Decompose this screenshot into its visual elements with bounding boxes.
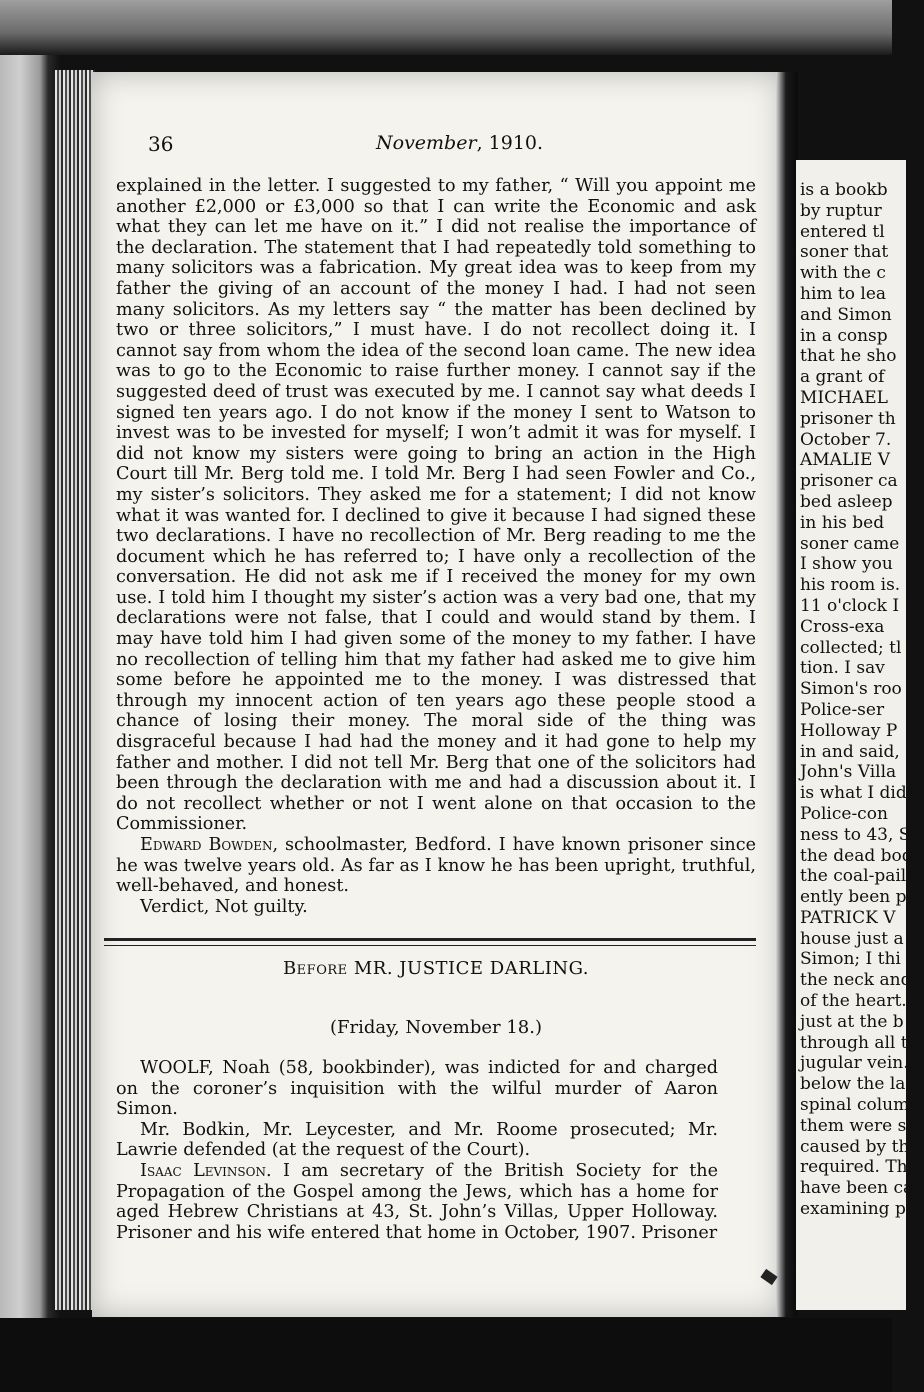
running-head-month: November xyxy=(376,132,477,154)
running-head-year: , 1910. xyxy=(476,132,544,154)
facing-page-line: a grant of xyxy=(800,367,885,388)
scan-bottom-edge xyxy=(0,1318,892,1392)
facing-page-line: soner that xyxy=(800,242,889,263)
facing-page-line: prisoner th xyxy=(800,408,896,429)
facing-page-line: October 7. xyxy=(800,429,892,450)
facing-page-line: required. Th xyxy=(800,1157,908,1178)
facing-page-line: caused by th xyxy=(800,1136,910,1157)
facing-page-line: the coal-pail xyxy=(800,866,907,887)
facing-page-line: I show you xyxy=(800,554,893,575)
page-header xyxy=(148,132,748,160)
paragraph: Isaac Levinson. I am secretary of the British Society for the Propagation of the Gospel among the Jews, which has a home for aged Hebrew Christians at 43, St. John’s Villas, Upper Holloway. Prisoner and his wife entered that home in October, 1907. Prisoner xyxy=(116,1160,719,1243)
facing-page-line: his room is. xyxy=(800,575,901,596)
facing-page-line: tion. I sav xyxy=(800,658,885,679)
verdict: Verdict, Not guilty. xyxy=(140,896,308,917)
facing-page-line: entered tl xyxy=(800,221,885,242)
facing-page-line: spinal column xyxy=(800,1095,921,1116)
court-prefix: Before xyxy=(282,958,348,979)
facing-page-line: collected; tl xyxy=(800,637,902,658)
case-text xyxy=(116,1058,718,1243)
facing-page-line: in his bed xyxy=(800,512,885,533)
facing-page-line: the dead bod xyxy=(800,845,913,866)
witness-name: Isaac Levinson xyxy=(140,1160,266,1181)
facing-page-line: 11 o'clock I xyxy=(800,595,900,616)
facing-page-line: PATRICK V xyxy=(800,907,896,928)
facing-page-line: is a bookb xyxy=(800,180,888,200)
facing-page-text xyxy=(800,180,924,1220)
facing-page-line: the neck and xyxy=(800,970,912,991)
facing-page-line: them were ser xyxy=(800,1115,924,1136)
facing-page-line: John's Villa xyxy=(800,762,897,783)
section-rule-thin xyxy=(104,945,756,946)
book-gutter xyxy=(776,72,798,1317)
facing-page-line: through all t xyxy=(800,1032,908,1053)
facing-page-line: that he sho xyxy=(800,346,897,367)
testimony-text xyxy=(116,176,756,917)
facing-page-line: ness to 43, S xyxy=(800,824,911,845)
witness-name: Edward Bowden xyxy=(140,835,273,855)
facing-page-line: just at the b xyxy=(800,1011,904,1032)
facing-page-line: Police-con xyxy=(800,803,888,824)
facing-page-line: Simon; I thi xyxy=(800,949,901,970)
facing-page-line: is what I did xyxy=(800,783,907,804)
book-binding-edge xyxy=(55,70,95,1310)
court-heading xyxy=(116,958,756,979)
facing-page-line: Cross-exa xyxy=(800,616,885,637)
facing-page-line: MICHAEL xyxy=(800,387,888,408)
paragraph: explained in the letter. I suggested to my father, “ Will you appoint me another £2,000 or £3,000 so that I can write the Economic and ask what they can let me have on it.” I did not realise the importance of the declaration. The statement that I had repeatedly told something to many solicitors was a fabrication. My great idea was to keep from my father the giving of an account of the money I had. I had not seen many solicitors. As my letters say “ the matter has been declined by two or three solicitors,” I must have. I do not recollect doing it. I cannot say from whom the idea of the second loan came. The new idea was to go to the Economic to raise further money. I cannot say if the suggested deed of trust was executed by me. I cannot say what deeds I signed ten years ago. I do not know if the money I sent to Watson to invest was to be invested for myself; I won’t admit it was for myself. I did not know my sisters were going to bring an action in the High Court till Mr. Berg told me. I told Mr. Berg I had seen Fowler and Co., my sister’s solicitors. They asked me for a statement; I did not know what it was wanted for. I declined to give it because I had signed these two declarations. I have no recollection of Mr. Berg reading to me the document which he has referred to; I have only a recollection of the conversation. He did not ask me if I received the money for my own use. I told him I thought my sister’s action was a very bad one, that my declarations were not false, that I could and would stand by them. I may have told him I had given some of the money to my father. I have no recollection of telling him that my father had asked me to give him some before he appointed me to the money. I was distressed that through my innocent action of ten years ago these people stood a chance of losing their money. The moral side of the thing was disgraceful because I had had the money and it had gone to help my father and mother. I did not tell Mr. Berg that one of the solicitors had been through the declaration with me and had a discussion about it. I do not recollect whether or not I went alone on that occasion to the Commissioner. xyxy=(116,176,756,835)
facing-page-line: in and said, xyxy=(800,741,900,762)
facing-page-line: have been ca xyxy=(800,1178,914,1199)
facing-page-line: prisoner ca xyxy=(800,471,898,492)
facing-page-line: house just a xyxy=(800,928,904,949)
facing-page-line: and Simon xyxy=(800,304,892,325)
paragraph: Edward Bowden, schoolmaster, Bedford. I have known prisoner since he was twelve years old. As far as I know he has been upright, truthful, well-behaved, and honest. xyxy=(116,835,756,897)
facing-page-line: ently been p xyxy=(800,887,907,908)
running-head xyxy=(376,132,543,154)
page-number: 36 xyxy=(148,132,174,156)
section-rule-thick xyxy=(104,938,756,941)
facing-page-line: by ruptur xyxy=(800,200,882,221)
facing-page-line: him to lea xyxy=(800,283,887,304)
paragraph: Mr. Bodkin, Mr. Leycester, and Mr. Roome prosecuted; Mr. Lawrie defended (at the request of the Court). xyxy=(116,1119,718,1161)
facing-page-line: below the lar xyxy=(800,1074,914,1095)
facing-page-line: Police-ser xyxy=(800,699,885,720)
facing-page-line: jugular vein. xyxy=(800,1053,909,1074)
facing-page-line: examining pri xyxy=(800,1199,920,1220)
facing-page-line: with the c xyxy=(800,263,886,284)
session-date: (Friday, November 18.) xyxy=(330,1017,542,1038)
facing-page-line: soner came xyxy=(800,533,900,554)
facing-page-line: bed asleep xyxy=(800,491,893,512)
facing-page-line: in a consp xyxy=(800,325,888,346)
facing-page-line: Holloway P xyxy=(800,720,898,741)
paragraph: WOOLF, Noah (58, bookbinder), was indicted for and charged on the coroner’s inquisition with the wilful murder of Aaron Simon. xyxy=(116,1058,718,1120)
facing-page-line: AMALIE V xyxy=(800,450,891,471)
facing-page-line: Simon's roo xyxy=(800,679,902,700)
judge-name: MR. JUSTICE DARLING. xyxy=(353,958,590,979)
scan-top-edge xyxy=(0,0,892,55)
facing-page-line: of the heart. xyxy=(800,991,907,1012)
